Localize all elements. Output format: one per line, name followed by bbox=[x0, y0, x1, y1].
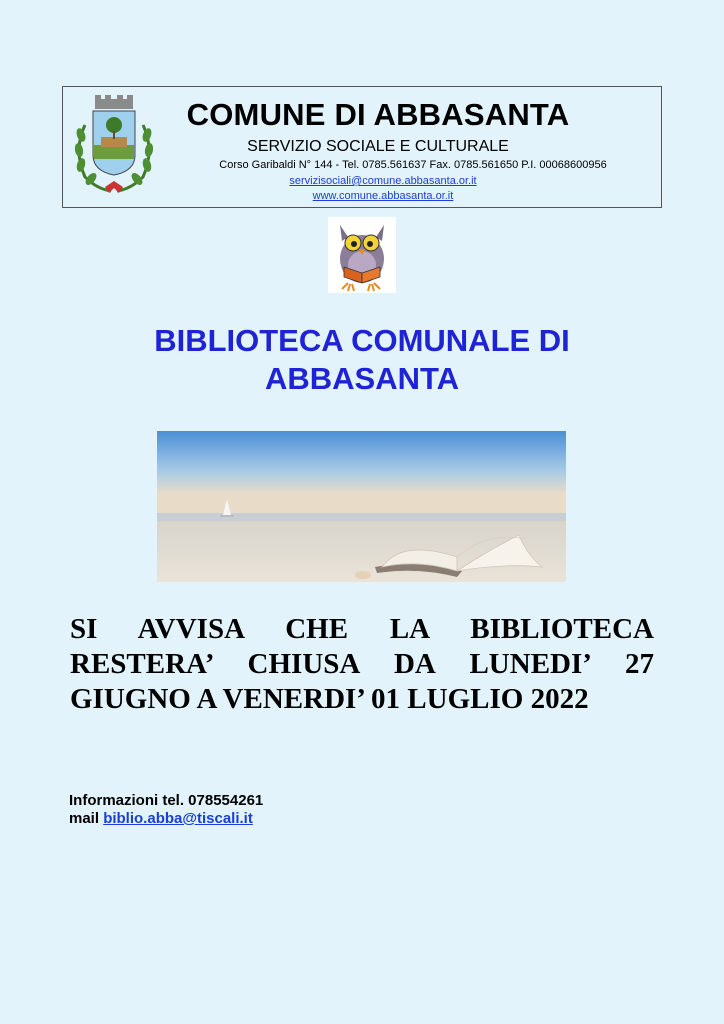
service-subtitle: SERVIZIO SOCIALE E CULTURALE bbox=[247, 138, 509, 155]
library-title-line1: BIBLIOTECA COMUNALE DI bbox=[154, 323, 570, 358]
email-link[interactable]: servizisociali@comune.abbasanta.or.it bbox=[289, 175, 477, 187]
reading-owl-icon bbox=[328, 217, 396, 293]
contact-info bbox=[69, 792, 263, 828]
library-title-line2: ABBASANTA bbox=[264, 361, 460, 396]
municipal-crest-logo bbox=[71, 95, 157, 195]
mail-label: mail bbox=[69, 810, 104, 827]
info-mail-line bbox=[69, 810, 263, 828]
closure-notice: SI AVVISA CHE LA BIBLIOTECA RESTERA’ CHIUSA DA LUNEDI’ 27 GIUGNO A VENERDI’ 01 LUGLIO 2022 bbox=[70, 613, 654, 715]
beach-book-photo bbox=[157, 431, 566, 582]
municipality-header bbox=[62, 86, 662, 208]
info-phone: Informazioni tel. 078554261 bbox=[69, 792, 264, 809]
library-title bbox=[60, 322, 664, 398]
contact-address: Corso Garibaldi N° 144 - Tel. 0785.561637 Fax. 0785.561650 P.I. 00068600956 bbox=[219, 159, 607, 171]
municipality-title: COMUNE DI ABBASANTA bbox=[186, 97, 570, 132]
website-link[interactable]: www.comune.abbasanta.or.it bbox=[312, 190, 454, 202]
mail-link[interactable]: biblio.abba@tiscali.it bbox=[103, 810, 253, 827]
